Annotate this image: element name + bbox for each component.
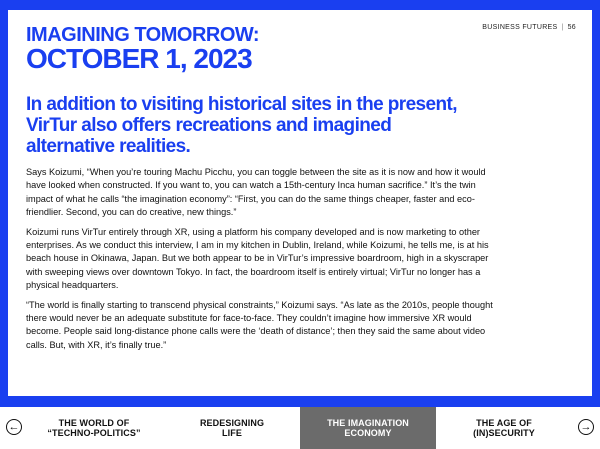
body-paragraph: Koizumi runs VirTur entirely through XR, using a platform his company developed and is now marketing to other enterprises. As we conduct this interview, I am in my kitchen in Dublin, Ireland, while Koizumi, he tells me, is at his beach house in Okinawa, Japan. But we both appear to be in VirTur’s impressive boardroom, high in a skyscraper with sweeping views over downtown Tokyo. In fact, the boardroom itself is entirely virtual; VirTur no longer has a physical headquarters. bbox=[26, 226, 489, 291]
bottom-navigation bbox=[0, 407, 600, 449]
report-kicker: IMAGINING TOMORROW: bbox=[26, 24, 260, 46]
article-headline: In addition to visiting historical sites in the present, VirTur also offers recreations and imagined alternative realities. bbox=[26, 94, 457, 157]
nav-item-line2: “TECHNO-POLITICS” bbox=[47, 428, 141, 438]
nav-item-line2: ECONOMY bbox=[344, 428, 392, 438]
body-paragraph: “The world is finally starting to transcend physical constraints,” Koizumi says. “As late as the 2010s, people thought there would never be an adequate substitute for face-to-face. They couldn’t imagine how immersive XR would become. People said long-distance phone calls were the ‘death of distance’; then they said the same about video calls. But, with XR, it’s finally true.” bbox=[26, 299, 493, 350]
header-separator: | bbox=[561, 24, 564, 31]
nav-item-redesigning-life[interactable] bbox=[168, 407, 296, 449]
page-number: 56 bbox=[567, 24, 576, 31]
report-date: OCTOBER 1, 2023 bbox=[26, 43, 252, 74]
nav-item-line2: (IN)SECURITY bbox=[473, 428, 535, 438]
article-body bbox=[26, 166, 496, 358]
nav-item-age-of-insecurity[interactable] bbox=[440, 407, 568, 449]
section-name: BUSINESS FUTURES bbox=[482, 24, 558, 31]
nav-item-techno-politics[interactable] bbox=[30, 407, 158, 449]
nav-item-line2: LIFE bbox=[222, 428, 242, 438]
nav-item-line1: THE WORLD OF bbox=[58, 418, 130, 428]
nav-item-line1: THE IMAGINATION bbox=[327, 418, 409, 428]
page-panel bbox=[8, 10, 592, 396]
nav-item-line1: THE AGE OF bbox=[476, 418, 532, 428]
arrow-left-icon[interactable]: ← bbox=[6, 419, 22, 435]
running-header bbox=[482, 24, 576, 31]
nav-item-imagination-economy[interactable] bbox=[300, 407, 436, 449]
body-paragraph: Says Koizumi, “When you’re touring Machu Picchu, you can toggle between the site as it is now and how it would have looked when constructed. If you want to, you can watch a 15th-century Inca human sacrifice.” It’s the twin impact of what he calls “the imagination economy”: “First, you can do the same things cheaper, faster and eco-friendlier. Second, you can do creative, new things.” bbox=[26, 167, 486, 218]
arrow-right-icon[interactable]: → bbox=[578, 419, 594, 435]
nav-item-line1: REDESIGNING bbox=[199, 418, 265, 428]
